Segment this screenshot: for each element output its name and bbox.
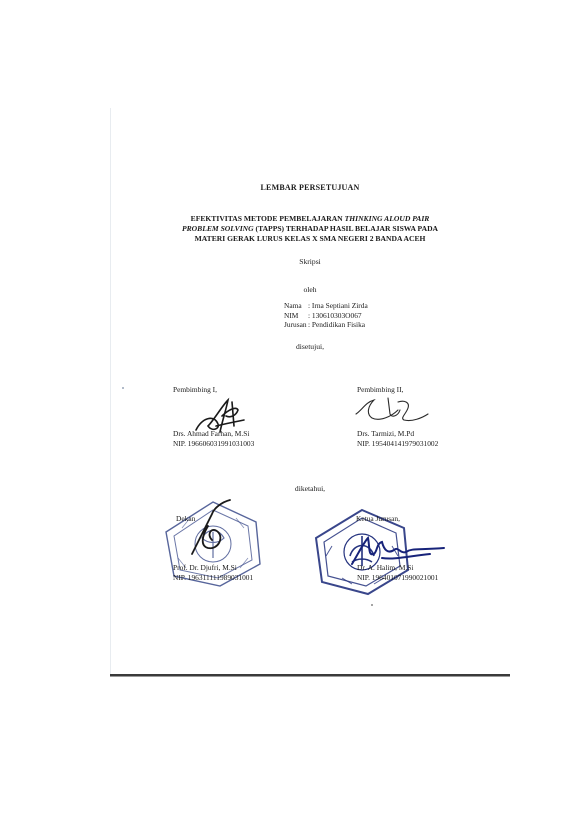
student-info [284,301,368,330]
student-nim-row [284,311,368,321]
scan-speck-bottom [371,604,373,606]
by-label: oleh [303,285,317,294]
advisor2-name: Drs. Tarmizi, M.Pd [357,429,415,438]
scan-speck [122,387,124,389]
advisor1-name: Drs. Ahmad Farhan, M.Si [173,429,250,438]
head-nip: NIP. 196401071990021001 [357,573,439,582]
thesis-title-italic1: THINKING ALOUD PAIR [344,214,430,223]
advisor2-signature [352,392,432,428]
thesis-title-part1: EFEKTIVITAS METODE PEMBELAJARAN [190,214,345,223]
acknowledged-label: diketahui, [294,484,326,493]
thesis-title [160,214,460,244]
document-type: Skripsi [299,257,321,266]
dean-signature [178,496,242,560]
head-name: Dr. A. Halim, M.Si [357,563,414,572]
advisor1-role: Pembimbing I, [173,385,217,394]
thesis-title-italic2: PROBLEM SOLVING [181,224,254,233]
advisor2-nip: NIP. 195404141979031002 [357,439,439,448]
scan-bottom-shadow [110,676,510,677]
advisor1-nip: NIP. 196606031991031003 [173,439,255,448]
thesis-title-line3: MATERI GERAK LURUS KELAS X SMA NEGERI 2 BANDA ACEH [194,234,426,243]
student-name-row [284,301,368,311]
dept-label: Jurusan [284,320,307,330]
dean-name: Prof. Dr. Djufri, M.Si [173,563,237,572]
nim-value: : 130610303O067 [308,310,362,320]
dean-role: Dekan [176,514,196,523]
dean-nip: NIP. 196311111989031001 [173,573,254,582]
page-title: LEMBAR PERSETUJUAN [260,183,360,192]
thesis-title-part2: (TAPPS) TERHADAP HASIL BELAJAR SISWA PADA [253,224,439,233]
approved-label: disetujui, [295,342,325,351]
nim-label: NIM [284,310,299,320]
head-role: Ketua Jurusan, [356,514,400,523]
name-label: Nama [284,301,302,310]
scan-edge [110,108,111,674]
dept-value: : Pendidikan Fisika [308,320,366,330]
student-dept-row [284,320,368,330]
name-value: : Irna Septiani Zirda [308,301,368,310]
advisor2-role: Pembimbing II, [357,385,404,394]
